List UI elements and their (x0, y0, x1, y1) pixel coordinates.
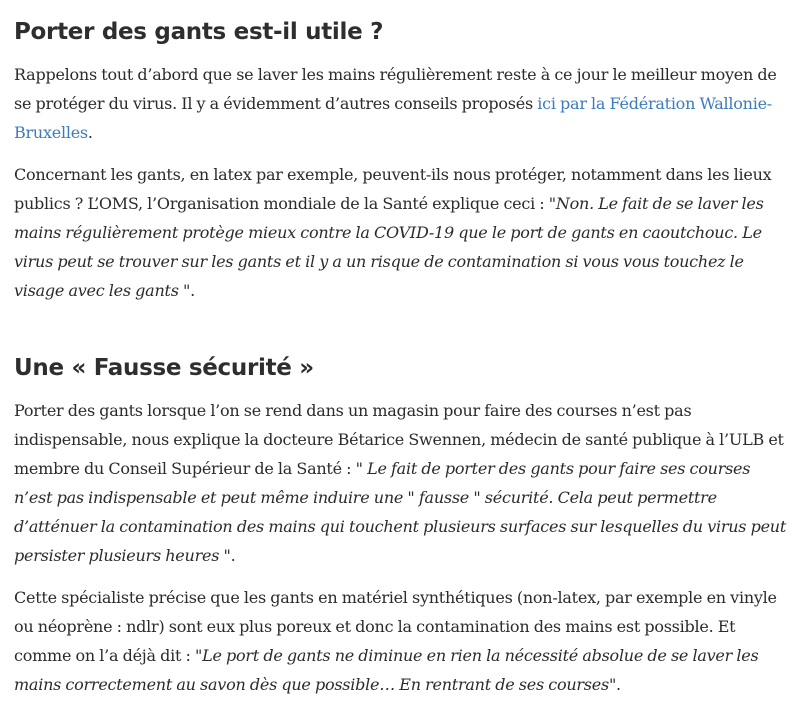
section-heading-false-security: Une « Fausse sécurité » (14, 355, 314, 381)
paragraph-oms-quote (14, 160, 792, 305)
doctor-quote: Le fait de porter des gants pour faire ses courses n’est pas indispensable et peut même induire une " fausse " sécurité. Cela peut permettre d’atténuer la contamination des mains qui touchent plusieurs surfaces sur lesquelles du virus peut persister plusieurs heures (14, 459, 787, 565)
oms-quote: Non. Le fait de se laver les mains régulièrement protège mieux contre la COVID-19 que le port de gants en caoutchouc. Le virus peut se trouver sur les gants et il y a un risque de contamination si vous vous touchez le visage avec les gants (14, 194, 764, 300)
article-body (14, 0, 792, 699)
paragraph-hand-washing (14, 60, 792, 147)
federation-wallonie-bruxelles-link[interactable]: ici par la Fédération Wallonie-Bruxelles (14, 94, 772, 142)
paragraph-text: ". (608, 675, 621, 694)
paragraph-text: Concernant les gants, en latex par exemple, peuvent-ils nous protéger, notamment dans les lieux publics ? L’OMS, l’Organisation mondiale de la Santé explique ceci : " (14, 165, 772, 213)
paragraph-text: Porter des gants lorsque l’on se rend dans un magasin pour faire des courses n’est pas indispensable, nous explique la docteure Bétarice Swennen, médecin de santé publique à l’ULB et membre du Conseil Supérieur de la Santé : " (14, 401, 784, 478)
paragraph-synthetic-gloves (14, 583, 792, 699)
section-heading-gloves-useful: Porter des gants est-il utile ? (14, 19, 384, 45)
specialist-quote: Le port de gants ne diminue en rien la nécessité absolue de se laver les mains correctement au savon dès que possible… En rentrant de ses courses (14, 646, 759, 694)
paragraph-text: Rappelons tout d’abord que se laver les mains régulièrement reste à ce jour le meilleur moyen de se protéger du virus. Il y a évidemment d’autres conseils proposés (14, 65, 777, 113)
paragraph-text: Cette spécialiste précise que les gants en matériel synthétiques (non-latex, par exemple en vinyle ou néoprène : ndlr) sont eux plus poreux et donc la contamination des mains est possible. Et comme on l’a déjà dit : " (14, 588, 777, 665)
paragraph-text: ". (223, 546, 236, 565)
paragraph-doctor-quote (14, 396, 792, 570)
paragraph-text: ". (183, 281, 195, 300)
paragraph-text: . (87, 123, 93, 142)
